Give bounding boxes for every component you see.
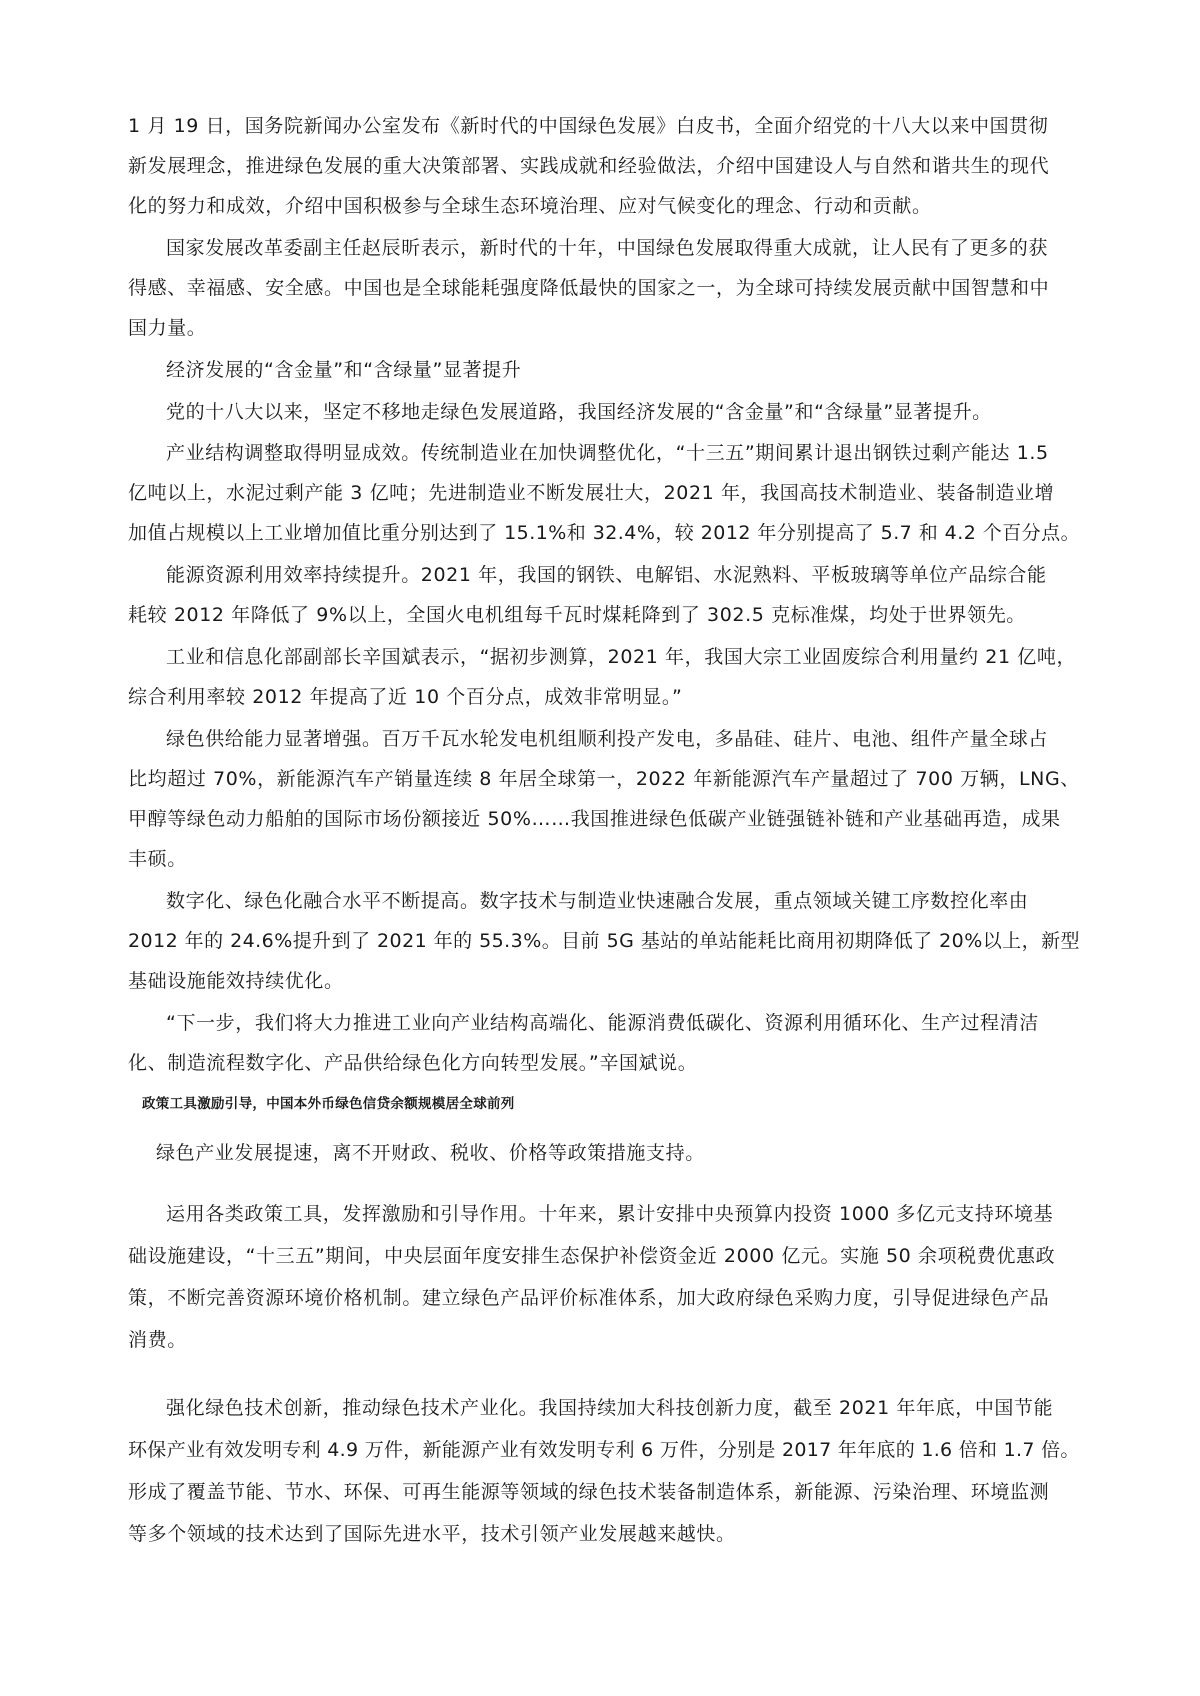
text-line: 综合利用率较 2012 年提高了近 10 个百分点，成效非常明显。”: [128, 686, 683, 708]
text-line: 消费。: [128, 1329, 187, 1351]
text-line: 得感、幸福感、安全感。中国也是全球能耗强度降低最快的国家之一，为全球可持续发展贡献中国智慧和中: [128, 277, 1050, 299]
text-line: 强化绿色技术创新，推动绿色技术产业化。我国持续加大科技创新力度，截至 2021 年年底，中国节能: [166, 1397, 1054, 1419]
text-line: 耗较 2012 年降低了 9%以上，全国火电机组每千瓦时煤耗降到了 302.5 克标准煤，均处于世界领先。: [128, 604, 1026, 626]
text-line: 策，不断完善资源环境价格机制。建立绿色产品评价标准体系，加大政府绿色采购力度，引导促进绿色产品: [128, 1287, 1050, 1309]
text-line: “下一步，我们将大力推进工业向产业结构高端化、能源消费低碳化、资源利用循环化、生产过程清洁: [166, 1012, 1039, 1034]
text-line: 基础设施能效持续优化。: [128, 970, 344, 992]
text-line: 1 月 19 日，国务院新闻办公室发布《新时代的中国绿色发展》白皮书，全面介绍党的十八大以来中国贯彻: [128, 115, 1049, 137]
text-line: 产业结构调整取得明显成效。传统制造业在加快调整优化，“十三五”期间累计退出钢铁过剩产能达 1.5: [166, 442, 1049, 464]
text-line: 形成了覆盖节能、节水、环保、可再生能源等领域的绿色技术装备制造体系，新能源、污染治理、环境监测: [128, 1481, 1050, 1503]
text-line: 国力量。: [128, 317, 207, 339]
text-line: 甲醇等绿色动力船舶的国际市场份额接近 50%……我国推进绿色低碳产业链强链补链和产业基础再造，成果: [128, 808, 1061, 830]
text-line: 2012 年的 24.6%提升到了 2021 年的 55.3%。目前 5G 基站的单站能耗比商用初期降低了 20%以上，新型: [128, 930, 1080, 952]
text-line: 加值占规模以上工业增加值比重分别达到了 15.1%和 32.4%，较 2012 年分别提高了 5.7 和 4.2 个百分点。: [128, 522, 1081, 544]
heading-text: 政策工具激励引导，中国本外币绿色信贷余额规模居全球前列: [142, 1096, 515, 1112]
text-line: 丰硕。: [128, 848, 187, 870]
text-line: 比均超过 70%，新能源汽车产销量连续 8 年居全球第一，2022 年新能源汽车产量超过了 700 万辆，LNG、: [128, 768, 1080, 790]
text-line: 绿色供给能力显著增强。百万千瓦水轮发电机组顺利投产发电，多晶硅、硅片、电池、组件产量全球占: [166, 728, 1049, 750]
text-line: 国家发展改革委副主任赵辰昕表示，新时代的十年，中国绿色发展取得重大成就，让人民有了更多的获: [166, 237, 1049, 259]
text-line: 工业和信息化部副部长辛国斌表示，“据初步测算，2021 年，我国大宗工业固废综合利用量约 21 亿吨，: [166, 646, 1077, 668]
text-line: 新发展理念，推进绿色发展的重大决策部署、实践成就和经验做法，介绍中国建设人与自然和谐共生的现代: [128, 155, 1050, 177]
text-line: 运用各类政策工具，发挥激励和引导作用。十年来，累计安排中央预算内投资 1000 多亿元支持环境基: [166, 1203, 1054, 1225]
text-line: 等多个领域的技术达到了国际先进水平，技术引领产业发展越来越快。: [128, 1523, 736, 1545]
text-line: 环保产业有效发明专利 4.9 万件，新能源产业有效发明专利 6 万件，分别是 2017 年年底的 1.6 倍和 1.7 倍。: [128, 1439, 1080, 1461]
text-line: 化的努力和成效，介绍中国积极参与全球生态环境治理、应对气候变化的理念、行动和贡献。: [128, 195, 932, 217]
text-line: 党的十八大以来，坚定不移地走绿色发展道路，我国经济发展的“含金量”和“含绿量”显著提升。: [166, 401, 992, 423]
text-line: 础设施建设，“十三五”期间，中央层面年度安排生态保护补偿资金近 2000 亿元。实施 50 余项税费优惠政: [128, 1245, 1056, 1267]
text-line: 亿吨以上，水泥过剩产能 3 亿吨；先进制造业不断发展壮大，2021 年，我国高技术制造业、装备制造业增: [128, 482, 1055, 504]
text-line: 绿色产业发展提速，离不开财政、税收、价格等政策措施支持。: [156, 1142, 705, 1164]
text-line: 能源资源利用效率持续提升。2021 年，我国的钢铁、电解铝、水泥熟料、平板玻璃等单位产品综合能: [166, 564, 1047, 586]
text-line: 化、制造流程数字化、产品供给绿色化方向转型发展。”辛国斌说。: [128, 1052, 698, 1074]
text-line: 数字化、绿色化融合水平不断提高。数字技术与制造业快速融合发展，重点领域关键工序数控化率由: [166, 890, 1029, 912]
text-line: 经济发展的“含金量”和“含绿量”显著提升: [166, 359, 522, 381]
